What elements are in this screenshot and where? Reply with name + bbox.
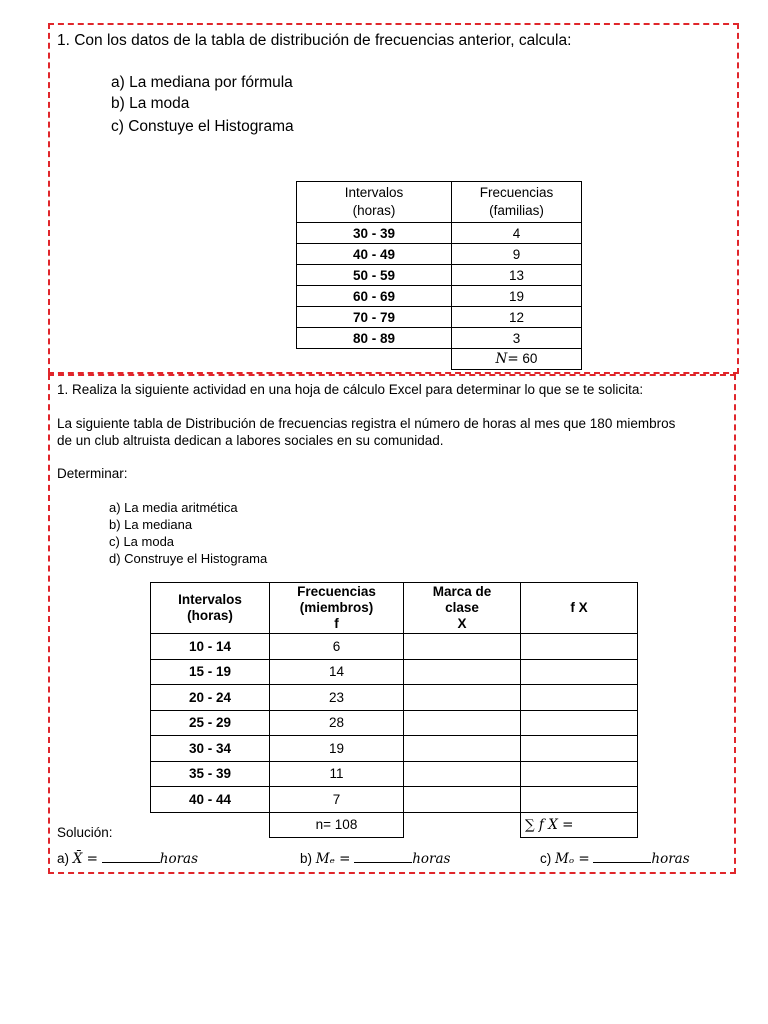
section-2-item-d: d) Construye el Histograma — [109, 551, 268, 566]
header-intervals: Intervalos (horas) — [151, 583, 270, 634]
table-row — [297, 223, 582, 244]
fx-cell[interactable] — [521, 659, 638, 685]
determinar-label: Determinar: — [57, 466, 128, 481]
frequency-cell: 13 — [452, 265, 582, 286]
interval-cell: 40 - 44 — [151, 787, 270, 813]
table-row — [151, 736, 638, 762]
frequency-cell: 12 — [452, 307, 582, 328]
interval-cell: 25 - 29 — [151, 710, 270, 736]
unit-label: horas — [412, 851, 451, 867]
answer-c-label: c) — [540, 851, 555, 866]
frequency-cell: 7 — [270, 787, 404, 813]
section-1-item-b: b) La moda — [111, 95, 190, 112]
table-row — [151, 685, 638, 711]
class-mark-cell[interactable] — [404, 634, 521, 660]
class-mark-cell[interactable] — [404, 659, 521, 685]
section-2-item-c: c) La moda — [109, 534, 175, 549]
frequency-cell: 14 — [270, 659, 404, 685]
interval-cell: 40 - 49 — [297, 244, 452, 265]
frequency-cell: 3 — [452, 328, 582, 349]
section-1-item-c: c) Constuye el Histograma — [111, 118, 294, 135]
section-2-item-a: a) La media aritmética — [109, 500, 238, 515]
frequency-cell: 19 — [270, 736, 404, 762]
total-label: N= — [495, 351, 519, 367]
header-intervals: Intervalos (horas) — [297, 182, 452, 223]
total-value: 60 — [522, 351, 538, 366]
unit-label: horas — [159, 851, 199, 867]
interval-cell: 60 - 69 — [297, 286, 452, 307]
header-fx: f X — [521, 583, 638, 634]
class-mark-cell[interactable] — [404, 761, 521, 787]
interval-cell: 20 - 24 — [151, 685, 270, 711]
interval-cell: 30 - 39 — [297, 223, 452, 244]
class-mark-cell[interactable] — [404, 685, 521, 711]
table-row — [297, 265, 582, 286]
mode-symbol: Mₒ = — [555, 851, 590, 867]
total-cell — [452, 349, 582, 370]
table-row — [151, 787, 638, 813]
frequency-cell: 6 — [270, 634, 404, 660]
interval-cell: 35 - 39 — [151, 761, 270, 787]
fx-cell[interactable] — [521, 736, 638, 762]
table-row — [297, 307, 582, 328]
solution-label: Solución: — [57, 825, 113, 840]
answer-mode — [540, 850, 690, 867]
header-frequencies: Frecuencias (miembros) f — [270, 583, 404, 634]
sum-fx-cell: ∑ f X = — [521, 812, 638, 838]
class-mark-cell[interactable] — [404, 736, 521, 762]
interval-cell: 10 - 14 — [151, 634, 270, 660]
class-mark-cell[interactable] — [404, 787, 521, 813]
header-class-mark: Marca de clase X — [404, 583, 521, 634]
median-answer-blank[interactable] — [354, 850, 412, 863]
fx-cell[interactable] — [521, 634, 638, 660]
family-frequency-table — [296, 181, 582, 370]
answer-median — [300, 850, 450, 867]
table-row — [297, 328, 582, 349]
table-row — [151, 710, 638, 736]
frequency-cell: 4 — [452, 223, 582, 244]
blank-cell — [151, 812, 270, 838]
fx-cell[interactable] — [521, 761, 638, 787]
blank-cell — [297, 349, 452, 370]
fx-cell[interactable] — [521, 787, 638, 813]
mean-symbol: X̄ = — [72, 851, 98, 867]
interval-cell: 50 - 59 — [297, 265, 452, 286]
table-row — [151, 659, 638, 685]
frequency-cell: 9 — [452, 244, 582, 265]
interval-cell: 70 - 79 — [297, 307, 452, 328]
table-row — [151, 761, 638, 787]
table-row — [151, 634, 638, 660]
section-2-paragraph-line-1: La siguiente tabla de Distribución de frecuencias registra el número de horas al mes que 180 miembros — [57, 416, 676, 431]
table-row — [297, 244, 582, 265]
interval-cell: 15 - 19 — [151, 659, 270, 685]
table-row — [297, 286, 582, 307]
section-1-heading: 1. Con los datos de la tabla de distribución de frecuencias anterior, calcula: — [57, 32, 572, 49]
fx-cell[interactable] — [521, 710, 638, 736]
median-symbol: Mₑ = — [315, 851, 351, 867]
total-cell: n= 108 — [270, 812, 404, 838]
section-2-paragraph-line-2: de un club altruista dedican a labores sociales en su comunidad. — [57, 433, 444, 448]
answer-a-label: a) — [57, 851, 73, 866]
interval-cell: 30 - 34 — [151, 736, 270, 762]
section-1-item-a: a) La mediana por fórmula — [111, 74, 293, 91]
unit-label: horas — [651, 851, 690, 867]
frequency-cell: 23 — [270, 685, 404, 711]
blank-cell — [404, 812, 521, 838]
class-mark-cell[interactable] — [404, 710, 521, 736]
frequency-cell: 28 — [270, 710, 404, 736]
answer-mean — [57, 850, 198, 867]
frequency-cell: 11 — [270, 761, 404, 787]
frequency-cell: 19 — [452, 286, 582, 307]
answer-b-label: b) — [300, 851, 316, 866]
header-frequencies: Frecuencias (familias) — [452, 182, 582, 223]
mean-answer-blank[interactable] — [102, 850, 160, 863]
section-2-item-b: b) La mediana — [109, 517, 193, 532]
mode-answer-blank[interactable] — [593, 850, 651, 863]
interval-cell: 80 - 89 — [297, 328, 452, 349]
fx-cell[interactable] — [521, 685, 638, 711]
member-frequency-table — [150, 582, 638, 838]
section-2-heading: 1. Realiza la siguiente actividad en una hoja de cálculo Excel para determinar lo que se te solicita: — [57, 382, 644, 397]
